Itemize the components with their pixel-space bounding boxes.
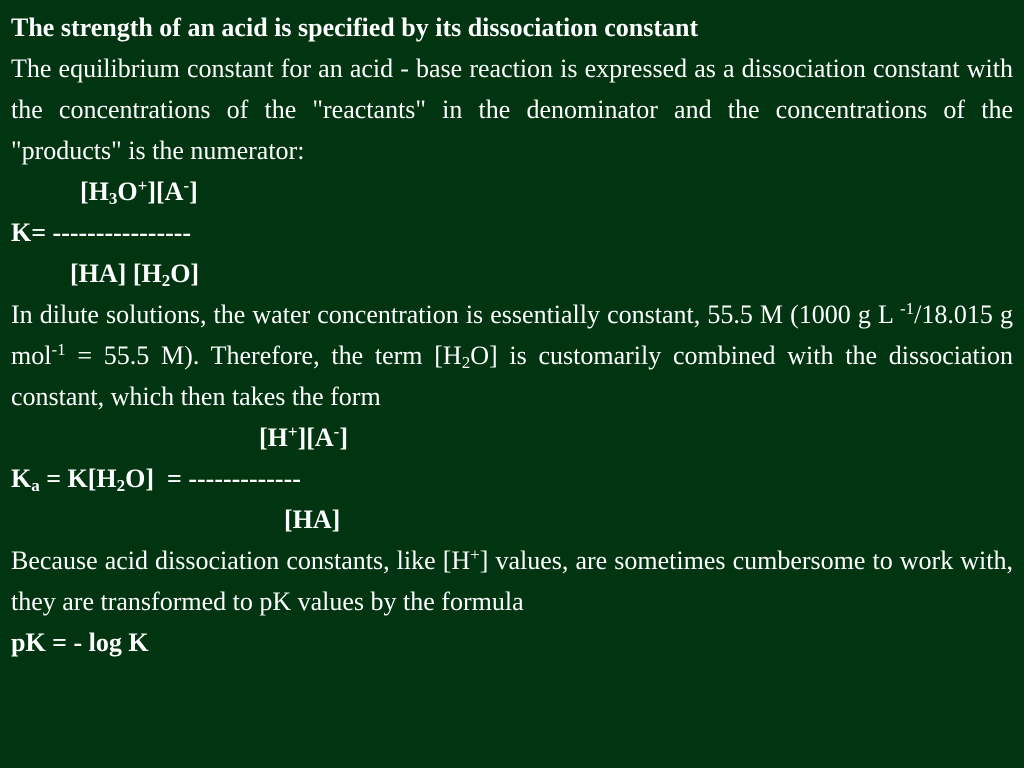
eq-ka-num-text: ] — [339, 423, 349, 452]
equation-k-numerator — [11, 171, 1013, 212]
para3-sup: + — [470, 545, 480, 564]
paragraph-pk-transform — [11, 540, 1013, 622]
equation-k-denominator — [11, 253, 1013, 294]
para2-text: O] is customarily combined with the dissociation constant, which then takes the form — [11, 341, 1013, 411]
paragraph-dilute-solutions — [11, 294, 1013, 417]
eq-k-den-text: O] — [170, 259, 200, 288]
eq-ka-lhs-text: K — [11, 464, 32, 493]
eq-k-num-text: O — [117, 177, 138, 206]
eq-ka-lhs-sub: 2 — [116, 476, 126, 495]
eq-k-num-text: ][A — [147, 177, 184, 206]
para2-text: /18.015 g mol — [11, 300, 1013, 370]
slide-title: The strength of an acid is specified by its dissociation constant — [11, 13, 699, 42]
equation-pk: pK = - log K — [11, 628, 149, 657]
para2-sup: -1 — [51, 340, 66, 359]
eq-k-num-text: ] — [189, 177, 198, 206]
paragraph-equilibrium-constant: The equilibrium constant for an acid - base reaction is expressed as a dissociation constant with the concentrations of the "reactants" in the denominator and the concentrations of the "products" is the numerator: — [11, 54, 1013, 165]
equation-k-lhs: K= ---------------- — [11, 218, 192, 247]
equation-ka-lhs — [11, 458, 1013, 499]
para3-text: ] values, are sometimes cumbersome to work with, they are transformed to pK values by the formula — [11, 546, 1013, 616]
eq-k-num-sup: + — [137, 176, 148, 195]
eq-k-den-sub: 2 — [161, 271, 171, 290]
eq-ka-num-text: [H — [259, 423, 288, 452]
eq-k-num-sub: 3 — [108, 189, 118, 208]
eq-ka-num-text: ][A — [297, 423, 334, 452]
eq-ka-lhs-text: = K[H — [39, 464, 117, 493]
eq-k-den-text: [HA] [H — [70, 259, 162, 288]
equation-ka-numerator — [11, 417, 1013, 458]
para2-sub: 2 — [461, 353, 471, 372]
eq-k-num-sup: - — [183, 176, 190, 195]
para2-text: In dilute solutions, the water concentration is essentially constant, 55.5 M (1000 g L — [11, 300, 900, 329]
para2-sup: -1 — [900, 299, 915, 318]
eq-ka-lhs-sub: a — [31, 476, 40, 495]
eq-ka-lhs-text: O] = ------------- — [125, 464, 301, 493]
para3-text: Because acid dissociation constants, like [H — [11, 546, 471, 575]
equation-ka-denominator: [HA] — [284, 505, 341, 534]
eq-ka-num-sup: - — [333, 422, 340, 441]
eq-k-num-text: [H — [80, 177, 109, 206]
para2-text: = 55.5 M). Therefore, the term [H — [65, 341, 462, 370]
eq-ka-num-sup: + — [287, 422, 298, 441]
